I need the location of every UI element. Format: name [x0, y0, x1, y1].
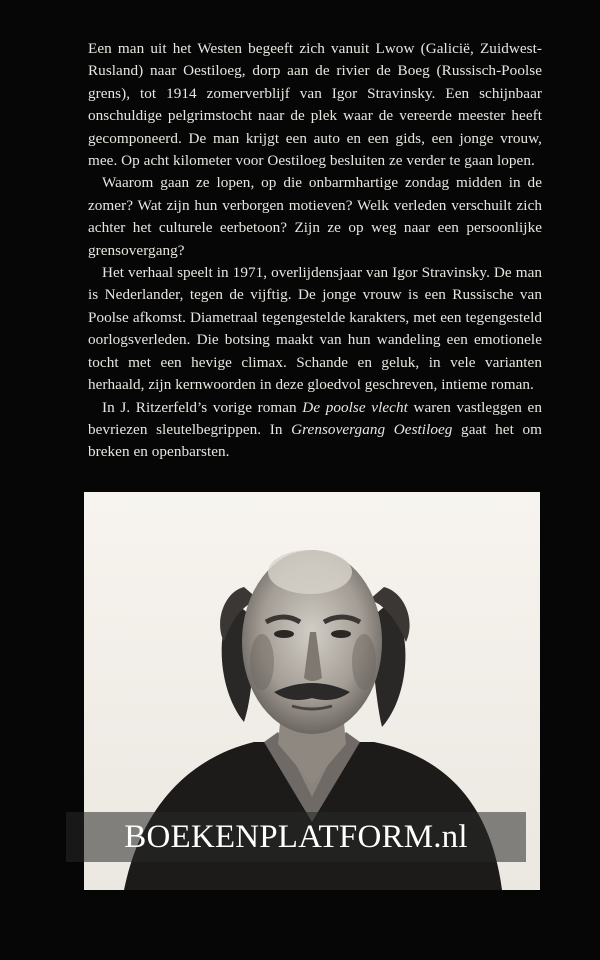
blurb-paragraph-1: Een man uit het Westen begeeft zich vanuit Lwow (Galicië, Zuidwest-Rusland) naar Oestiloeg, dorp aan de rivier de Boeg (Russisch-Poolse grens), tot 1914 zomerverblijf van Igor Stravinsky. Een schijnbaar onschuldige pelgrimstocht naar de plek waar de vereerde meester heeft gecomponeerd. De man krijgt een auto en een gids, een jonge vrouw, mee. Op acht kilometer voor Oestiloeg besluiten ze verder te gaan lopen.: [88, 40, 542, 170]
watermark-text: BOEKENPLATFORM.nl: [124, 818, 468, 855]
blurb-paragraph-4: [88, 397, 542, 464]
blurb-p4-part-b: waren vastleggen en bevriezen sleutelbegrippen. In: [88, 398, 542, 438]
watermark-banner: [66, 812, 526, 862]
previous-novel-title: De poolse vlecht: [302, 398, 408, 416]
blurb-p4-part-c: gaat het om breken en openbarsten.: [88, 420, 542, 461]
back-cover-blurb: [88, 38, 542, 464]
blurb-paragraph-3: Het verhaal speelt in 1971, overlijdensjaar van Igor Stravinsky. De man is Nederlander, tegen de vijftig. De jonge vrouw is een Russische van Poolse afkomst. Diametraal tegengestelde karakters, met een tegengesteld oorlogsverleden. Die botsing maakt van hun wandeling een emotionele tocht met een hevige climax. Schande en geluk, in vele varianten herhaald, zijn kernwoorden in deze gloedvol geschreven, intieme roman.: [88, 264, 542, 394]
book-title: Grensovergang Oestiloeg: [291, 420, 453, 438]
blurb-p4-part-a: In J. Ritzerfeld’s vorige roman: [102, 398, 303, 416]
blurb-paragraph-2: Waarom gaan ze lopen, op die onbarmhartige zondag midden in de zomer? Wat zijn hun verborgen motieven? Welk verleden verschuilt zich achter het culturele eerbetoon? Zijn ze op weg naar een persoonlijke grensovergang?: [88, 174, 542, 259]
